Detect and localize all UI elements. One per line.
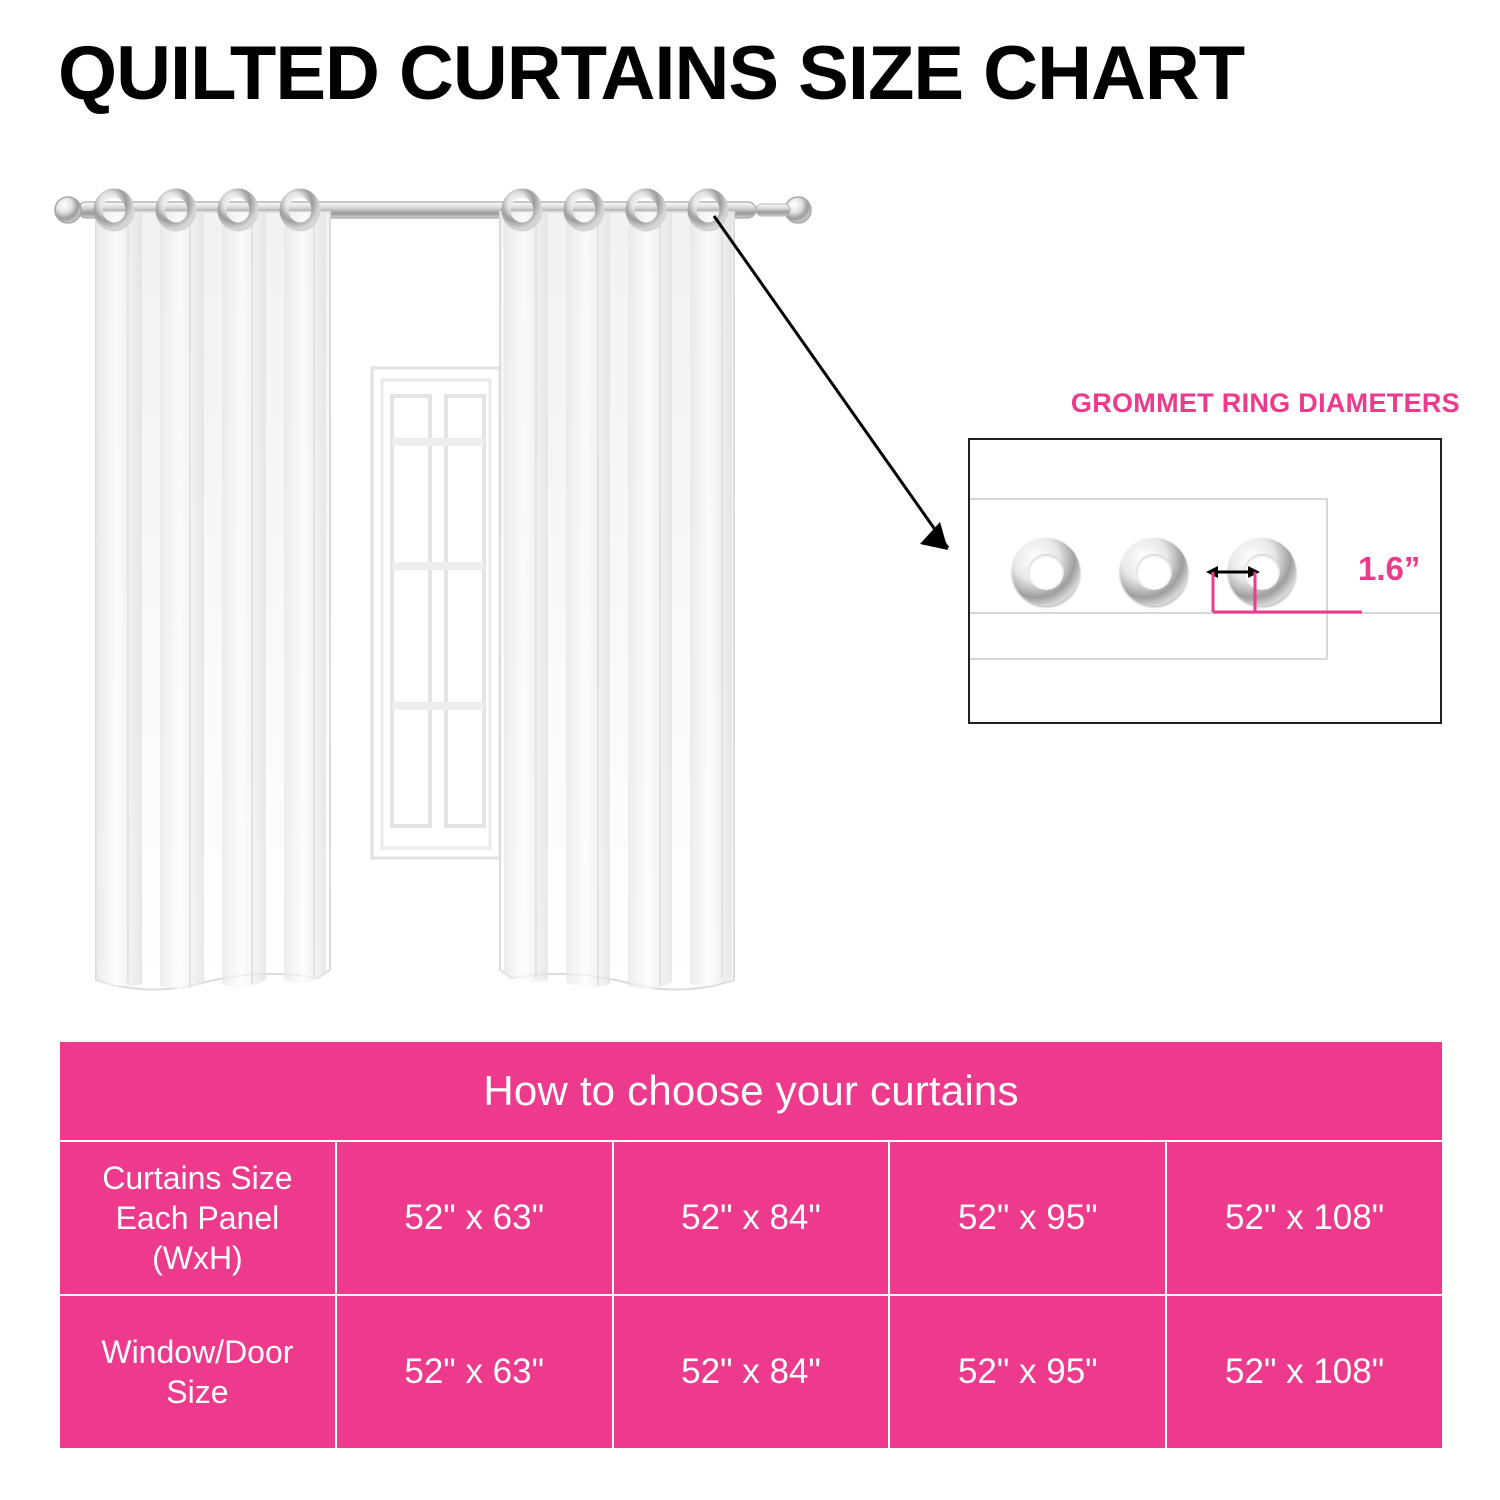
table-title: How to choose your curtains [59,1041,1443,1141]
page-title: QUILTED CURTAINS SIZE CHART [58,31,1245,116]
row-header-line: Each Panel [115,1200,280,1236]
window-frame [372,368,500,858]
table-cell: 52" x 84" [613,1295,890,1449]
table-row [59,1141,1443,1295]
table-cell: 52" x 84" [613,1141,890,1295]
row-header-panel-size [59,1141,336,1295]
table-cell: 52" x 95" [889,1141,1166,1295]
grommet-diameter-label: 1.6” [1358,550,1421,587]
row-header-line: Window/Door [101,1334,294,1370]
table-cell: 52" x 108" [1166,1295,1443,1449]
table-cell: 52" x 63" [336,1141,613,1295]
size-table [58,1040,1444,1450]
table-cell: 52" x 95" [889,1295,1166,1449]
table-row [59,1295,1443,1449]
row-header-line: Curtains Size [102,1160,293,1196]
row-header-window-size [59,1295,336,1449]
row-header-line: Size [166,1374,229,1410]
table-cell: 52" x 108" [1166,1141,1443,1295]
curtain-panel-right [500,193,734,990]
callout-arrow-icon [714,216,948,550]
table-cell: 52" x 63" [336,1295,613,1449]
curtain-panel-left [96,193,330,990]
table-title-row [59,1041,1443,1141]
row-header-line: (WxH) [152,1240,243,1276]
curtain-illustration [0,150,950,1020]
grommet-callout-title: GROMMET RING DIAMETERS [1070,388,1460,418]
grommet-callout [960,370,1460,730]
